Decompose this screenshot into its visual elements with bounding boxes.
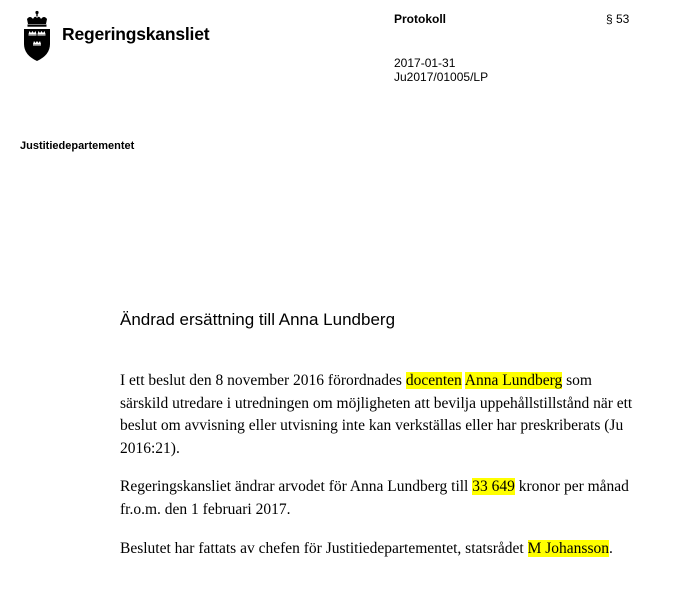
highlighted-text: M Johansson	[527, 540, 609, 557]
paragraph-decision	[120, 538, 640, 561]
highlighted-text: Anna Lundberg	[464, 372, 563, 389]
highlighted-text: 33 649	[472, 478, 515, 495]
document-date: 2017-01-31	[394, 56, 456, 70]
highlighted-text: docenten	[405, 372, 462, 389]
document-type: Protokoll	[394, 12, 447, 26]
coat-of-arms-icon	[22, 10, 52, 62]
text-segment: Regeringskansliet ändrar arvodet för Anna Lundberg till	[120, 478, 473, 495]
paragraph-fee	[120, 476, 640, 521]
document-title: Ändrad ersättning till Anna Lundberg	[120, 310, 396, 329]
text-segment: Beslutet har fattats av chefen för Justitiedepartementet, statsrådet	[120, 540, 528, 557]
reference-number: Ju2017/01005/LP	[394, 70, 489, 84]
paragraph-appointment	[120, 370, 640, 460]
text-segment: kronor per månad fr.o.m. den 1 februari 2017.	[120, 478, 629, 518]
text-segment: I ett beslut den 8 november 2016 förordnades	[120, 372, 406, 389]
logo	[22, 10, 210, 62]
crown-icon	[27, 11, 47, 27]
text-segment: .	[608, 540, 613, 557]
department-name: Justitiedepartementet	[20, 140, 135, 152]
section-number: § 53	[606, 12, 630, 26]
text-segment: som särskild utredare i utredningen om möjligheten att bevilja uppehållstillstånd när ett beslut om avvisning eller utvisning inte kan verkställas eller har preskriberats (Ju 2016:21).	[120, 372, 633, 457]
organization-name: Regeringskansliet	[62, 24, 210, 44]
